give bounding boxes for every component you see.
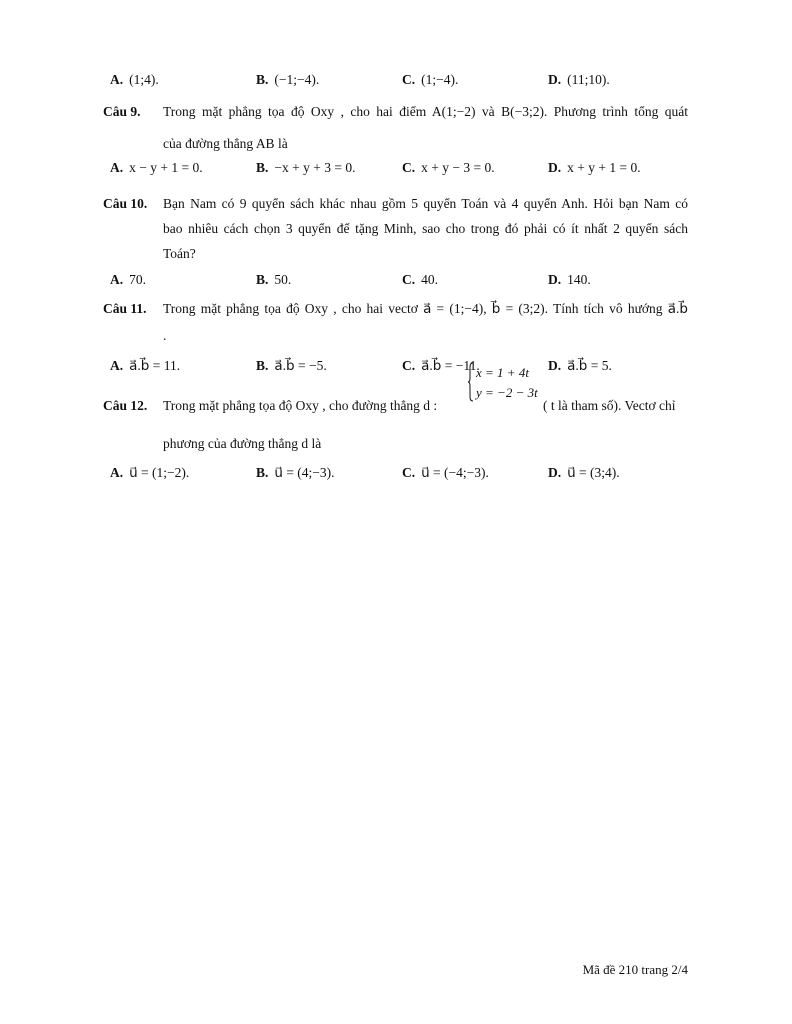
q9-option-c: C. x + y − 3 = 0.: [402, 160, 495, 175]
q9-text-line2: của đường thẳng AB là: [163, 136, 288, 151]
q12-text-after-system: ( t là tham số). Vectơ chỉ: [543, 398, 676, 413]
page-footer: Mã đề 210 trang 2/4: [582, 962, 688, 977]
q8-option-d: D. (11;10).: [548, 72, 610, 87]
q11-text-line2: .: [163, 328, 167, 343]
q12-options: [110, 465, 690, 487]
q10-options: [110, 272, 690, 294]
q9-label: Câu 9.: [103, 104, 141, 119]
q9-option-a: A. x − y + 1 = 0.: [110, 160, 203, 175]
parametric-system: [476, 363, 538, 403]
q10-text-line3: Toán?: [163, 246, 196, 261]
q11-text-line1: Trong mặt phẳng tọa độ Oxy , cho hai vectơ a⃗ = (1;−4), b⃗ = (3;2). Tính tích vô hướng a⃗.b⃗: [163, 301, 688, 316]
q9-text-line1: Trong mặt phẳng tọa độ Oxy , cho hai điểm A(1;−2) và B(−3;2). Phương trình tổng quát: [163, 104, 688, 119]
q12-text-before-system: Trong mặt phẳng tọa độ Oxy , cho đường thẳng d :: [163, 398, 438, 413]
q10-option-a: A. 70.: [110, 272, 146, 287]
q8-option-b: B. (−1;−4).: [256, 72, 320, 87]
q10-label: Câu 10.: [103, 196, 148, 211]
system-row-y: y = −2 − 3t: [476, 385, 538, 400]
q12-label: Câu 12.: [103, 398, 148, 413]
q10-option-c: C. 40.: [402, 272, 438, 287]
q10-text-line2: bao nhiêu cách chọn 3 quyển để tặng Minh, sao cho trong đó phải có ít nhất 2 quyển sách: [163, 221, 688, 236]
q9-option-b: B. −x + y + 3 = 0.: [256, 160, 356, 175]
q10-text-line1: Bạn Nam có 9 quyển sách khác nhau gồm 5 quyển Toán và 4 quyển Anh. Hỏi bạn Nam có: [163, 196, 688, 211]
q8-option-a: A. (1;4).: [110, 72, 159, 87]
q11-option-a: A. a⃗.b⃗ = 11.: [110, 358, 181, 373]
q12-option-d: D. u⃗ = (3;4).: [548, 465, 620, 480]
q8-option-c: C. (1;−4).: [402, 72, 459, 87]
q10-option-b: B. 50.: [256, 272, 292, 287]
q11-option-c: C. a⃗.b⃗ = −11.: [402, 358, 480, 373]
q9-option-d: D. x + y + 1 = 0.: [548, 160, 641, 175]
q11-options: [110, 358, 690, 380]
system-row-x: x = 1 + 4t: [476, 365, 529, 380]
q8-options: [110, 72, 690, 94]
system-brace-icon: [468, 362, 474, 402]
q9-options: [110, 160, 690, 182]
q10-option-d: D. 140.: [548, 272, 591, 287]
q12-option-a: A. u⃗ = (1;−2).: [110, 465, 190, 480]
q11-option-d: D. a⃗.b⃗ = 5.: [548, 358, 612, 373]
q12-option-b: B. u⃗ = (4;−3).: [256, 465, 335, 480]
q12-text-line2: phương của đường thẳng d là: [163, 436, 322, 451]
q11-label: Câu 11.: [103, 301, 147, 316]
q12-option-c: C. u⃗ = (−4;−3).: [402, 465, 489, 480]
q11-option-b: B. a⃗.b⃗ = −5.: [256, 358, 327, 373]
